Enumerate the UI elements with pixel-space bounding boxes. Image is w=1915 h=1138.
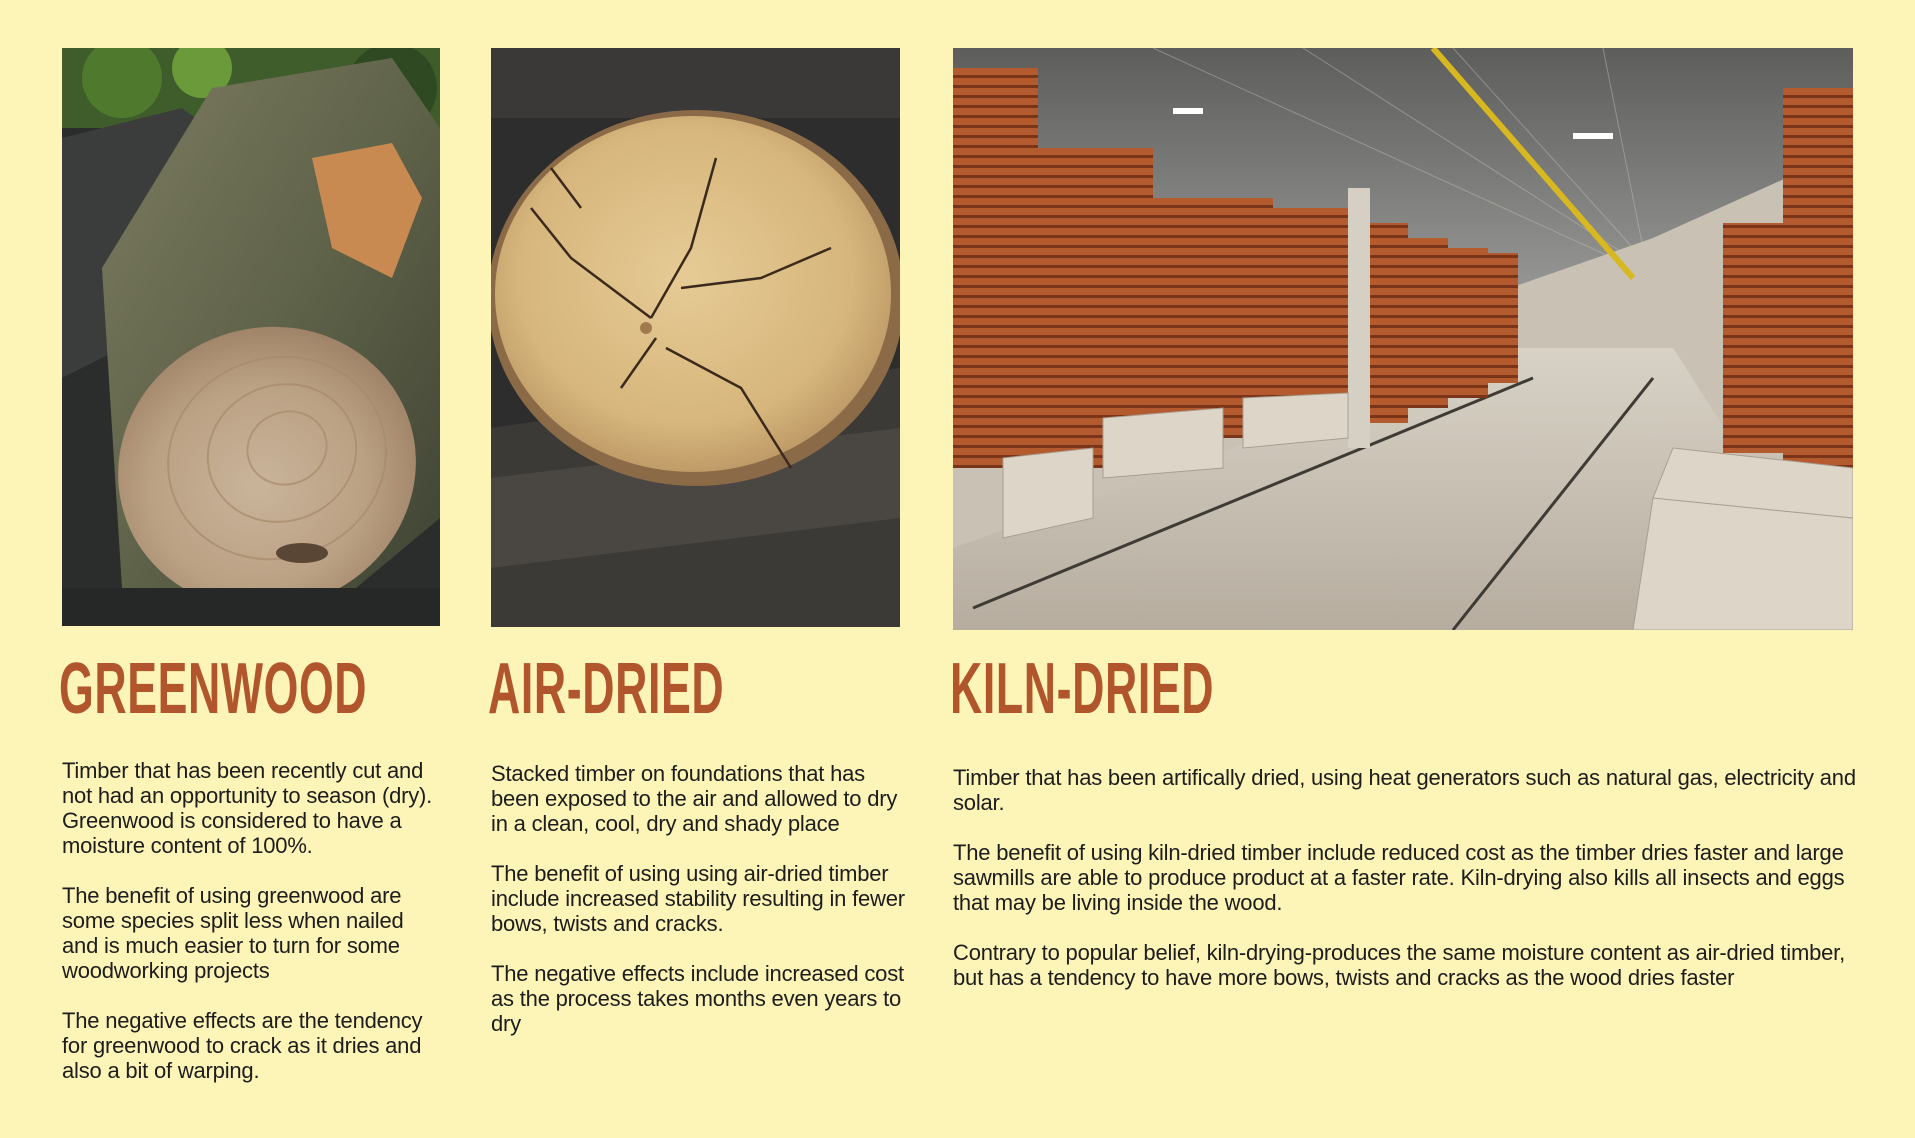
air-dried-column: [488, 48, 905, 1036]
kiln-dried-heading: KILN-DRIED: [950, 649, 1215, 729]
kiln-dried-description: [953, 765, 1863, 1015]
greenwood-paragraph: The benefit of using greenwood are some species split less when nailed and is much easier to turn for some woodworking projects: [62, 883, 404, 983]
air-dried-description: [491, 761, 911, 1061]
greenwood-heading: GREENWOOD: [59, 649, 368, 729]
air-dried-paragraph: The benefit of using using air-dried timber include increased stability resulting in fewer bows, twists and cracks.: [491, 861, 905, 936]
greenwood-paragraph: Timber that has been recently cut and not had an opportunity to season (dry). Greenwood is considered to have a moisture content of 100%.: [62, 758, 433, 858]
air-dried-paragraph: Stacked timber on foundations that has been exposed to the air and allowed to dry in a clean, cool, dry and shady place: [491, 761, 898, 836]
kiln-dried-paragraph: Contrary to popular belief, kiln-drying-produces the same moisture content as air-dried timber, but has a tendency to have more bows, twists and cracks as the wood dries faster: [953, 940, 1845, 990]
air-dried-heading: AIR-DRIED: [488, 649, 725, 729]
greenwood-paragraph: The negative effects are the tendency for greenwood to crack as it dries and also a bit of warping.: [62, 1008, 423, 1083]
kiln-dried-warehouse-photo: [953, 48, 1853, 630]
air-dried-paragraph: The negative effects include increased cost as the process takes months even years to dry: [491, 961, 904, 1036]
kiln-dried-column: [950, 48, 1856, 990]
greenwood-description: [62, 758, 440, 1108]
kiln-dried-paragraph: Timber that has been artifically dried, using heat generators such as natural gas, electricity and solar.: [953, 765, 1856, 815]
greenwood-column: [59, 48, 440, 1083]
air-dried-log-photo: [491, 48, 900, 627]
kiln-dried-paragraph: The benefit of using kiln-dried timber include reduced cost as the timber dries faster and large sawmills are able to produce product at a faster rate. Kiln-drying also kills all insects and eggs that may be living inside the wood.: [953, 840, 1845, 915]
greenwood-log-photo: [62, 48, 440, 626]
